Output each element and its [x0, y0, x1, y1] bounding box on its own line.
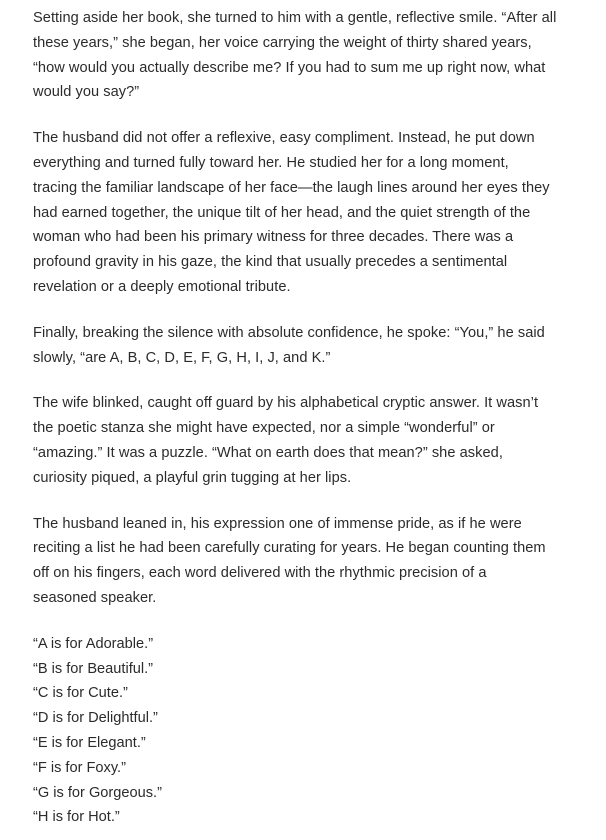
- paragraph-gaze: [33, 126, 578, 300]
- text-line: revelation or a deeply emotional tribute.: [33, 278, 291, 295]
- text-line: would you say?”: [33, 84, 140, 101]
- paragraph-puzzle: [33, 391, 578, 490]
- list-item: “A is for Adorable.”: [33, 635, 154, 652]
- text-line: everything and turned fully toward her. He studied her for a long moment,: [33, 154, 509, 171]
- text-line: woman who had been his primary witness for three decades. There was a: [33, 229, 514, 246]
- list-item: “B is for Beautiful.”: [33, 660, 154, 677]
- text-line: The husband did not offer a reflexive, easy compliment. Instead, he put down: [33, 130, 535, 147]
- text-line: curiosity piqued, a playful grin tugging at her lips.: [33, 469, 352, 486]
- paragraph-counting: [33, 512, 578, 611]
- text-line: Setting aside her book, she turned to him with a gentle, reflective smile. “After all: [33, 10, 557, 26]
- text-line: these years,” she began, her voice carrying the weight of thirty shared years,: [33, 34, 532, 51]
- text-line: Finally, breaking the silence with absolute confidence, he spoke: “You,” he said: [33, 324, 545, 341]
- list-item: “D is for Delightful.”: [33, 710, 158, 727]
- list-item: “C is for Cute.”: [33, 685, 128, 702]
- text-line: off on his fingers, each word delivered with the rhythmic precision of a: [33, 565, 487, 582]
- text-line: slowly, “are A, B, C, D, E, F, G, H, I, J, and K.”: [33, 349, 331, 366]
- list-item: “F is for Foxy.”: [33, 759, 126, 776]
- text-line: The husband leaned in, his expression one of immense pride, as if he were: [33, 515, 522, 532]
- text-line: the poetic stanza she might have expected, nor a simple “wonderful” or: [33, 420, 495, 437]
- text-line: tracing the familiar landscape of her face—the laugh lines around her eyes they: [33, 179, 550, 196]
- story-text: [33, 6, 578, 830]
- text-line: seasoned speaker.: [33, 589, 157, 606]
- paragraph-answer: [33, 321, 578, 371]
- text-line: “how would you actually describe me? If you had to sum me up right now, what: [33, 59, 546, 76]
- alphabet-list: [33, 632, 578, 830]
- paragraph-request: [33, 6, 578, 105]
- text-line: The wife blinked, caught off guard by his alphabetical cryptic answer. It wasn’t: [33, 395, 539, 412]
- list-item: “E is for Elegant.”: [33, 734, 146, 751]
- list-item: “G is for Gorgeous.”: [33, 784, 162, 801]
- text-line: had earned together, the unique tilt of her head, and the quiet strength of the: [33, 204, 531, 221]
- text-line: “amazing.” It was a puzzle. “What on earth does that mean?” she asked,: [33, 444, 503, 461]
- list-item: “H is for Hot.”: [33, 809, 120, 826]
- text-line: reciting a list he had been carefully curating for years. He began counting them: [33, 540, 546, 557]
- text-line: profound gravity in his gaze, the kind that usually precedes a sentimental: [33, 254, 508, 271]
